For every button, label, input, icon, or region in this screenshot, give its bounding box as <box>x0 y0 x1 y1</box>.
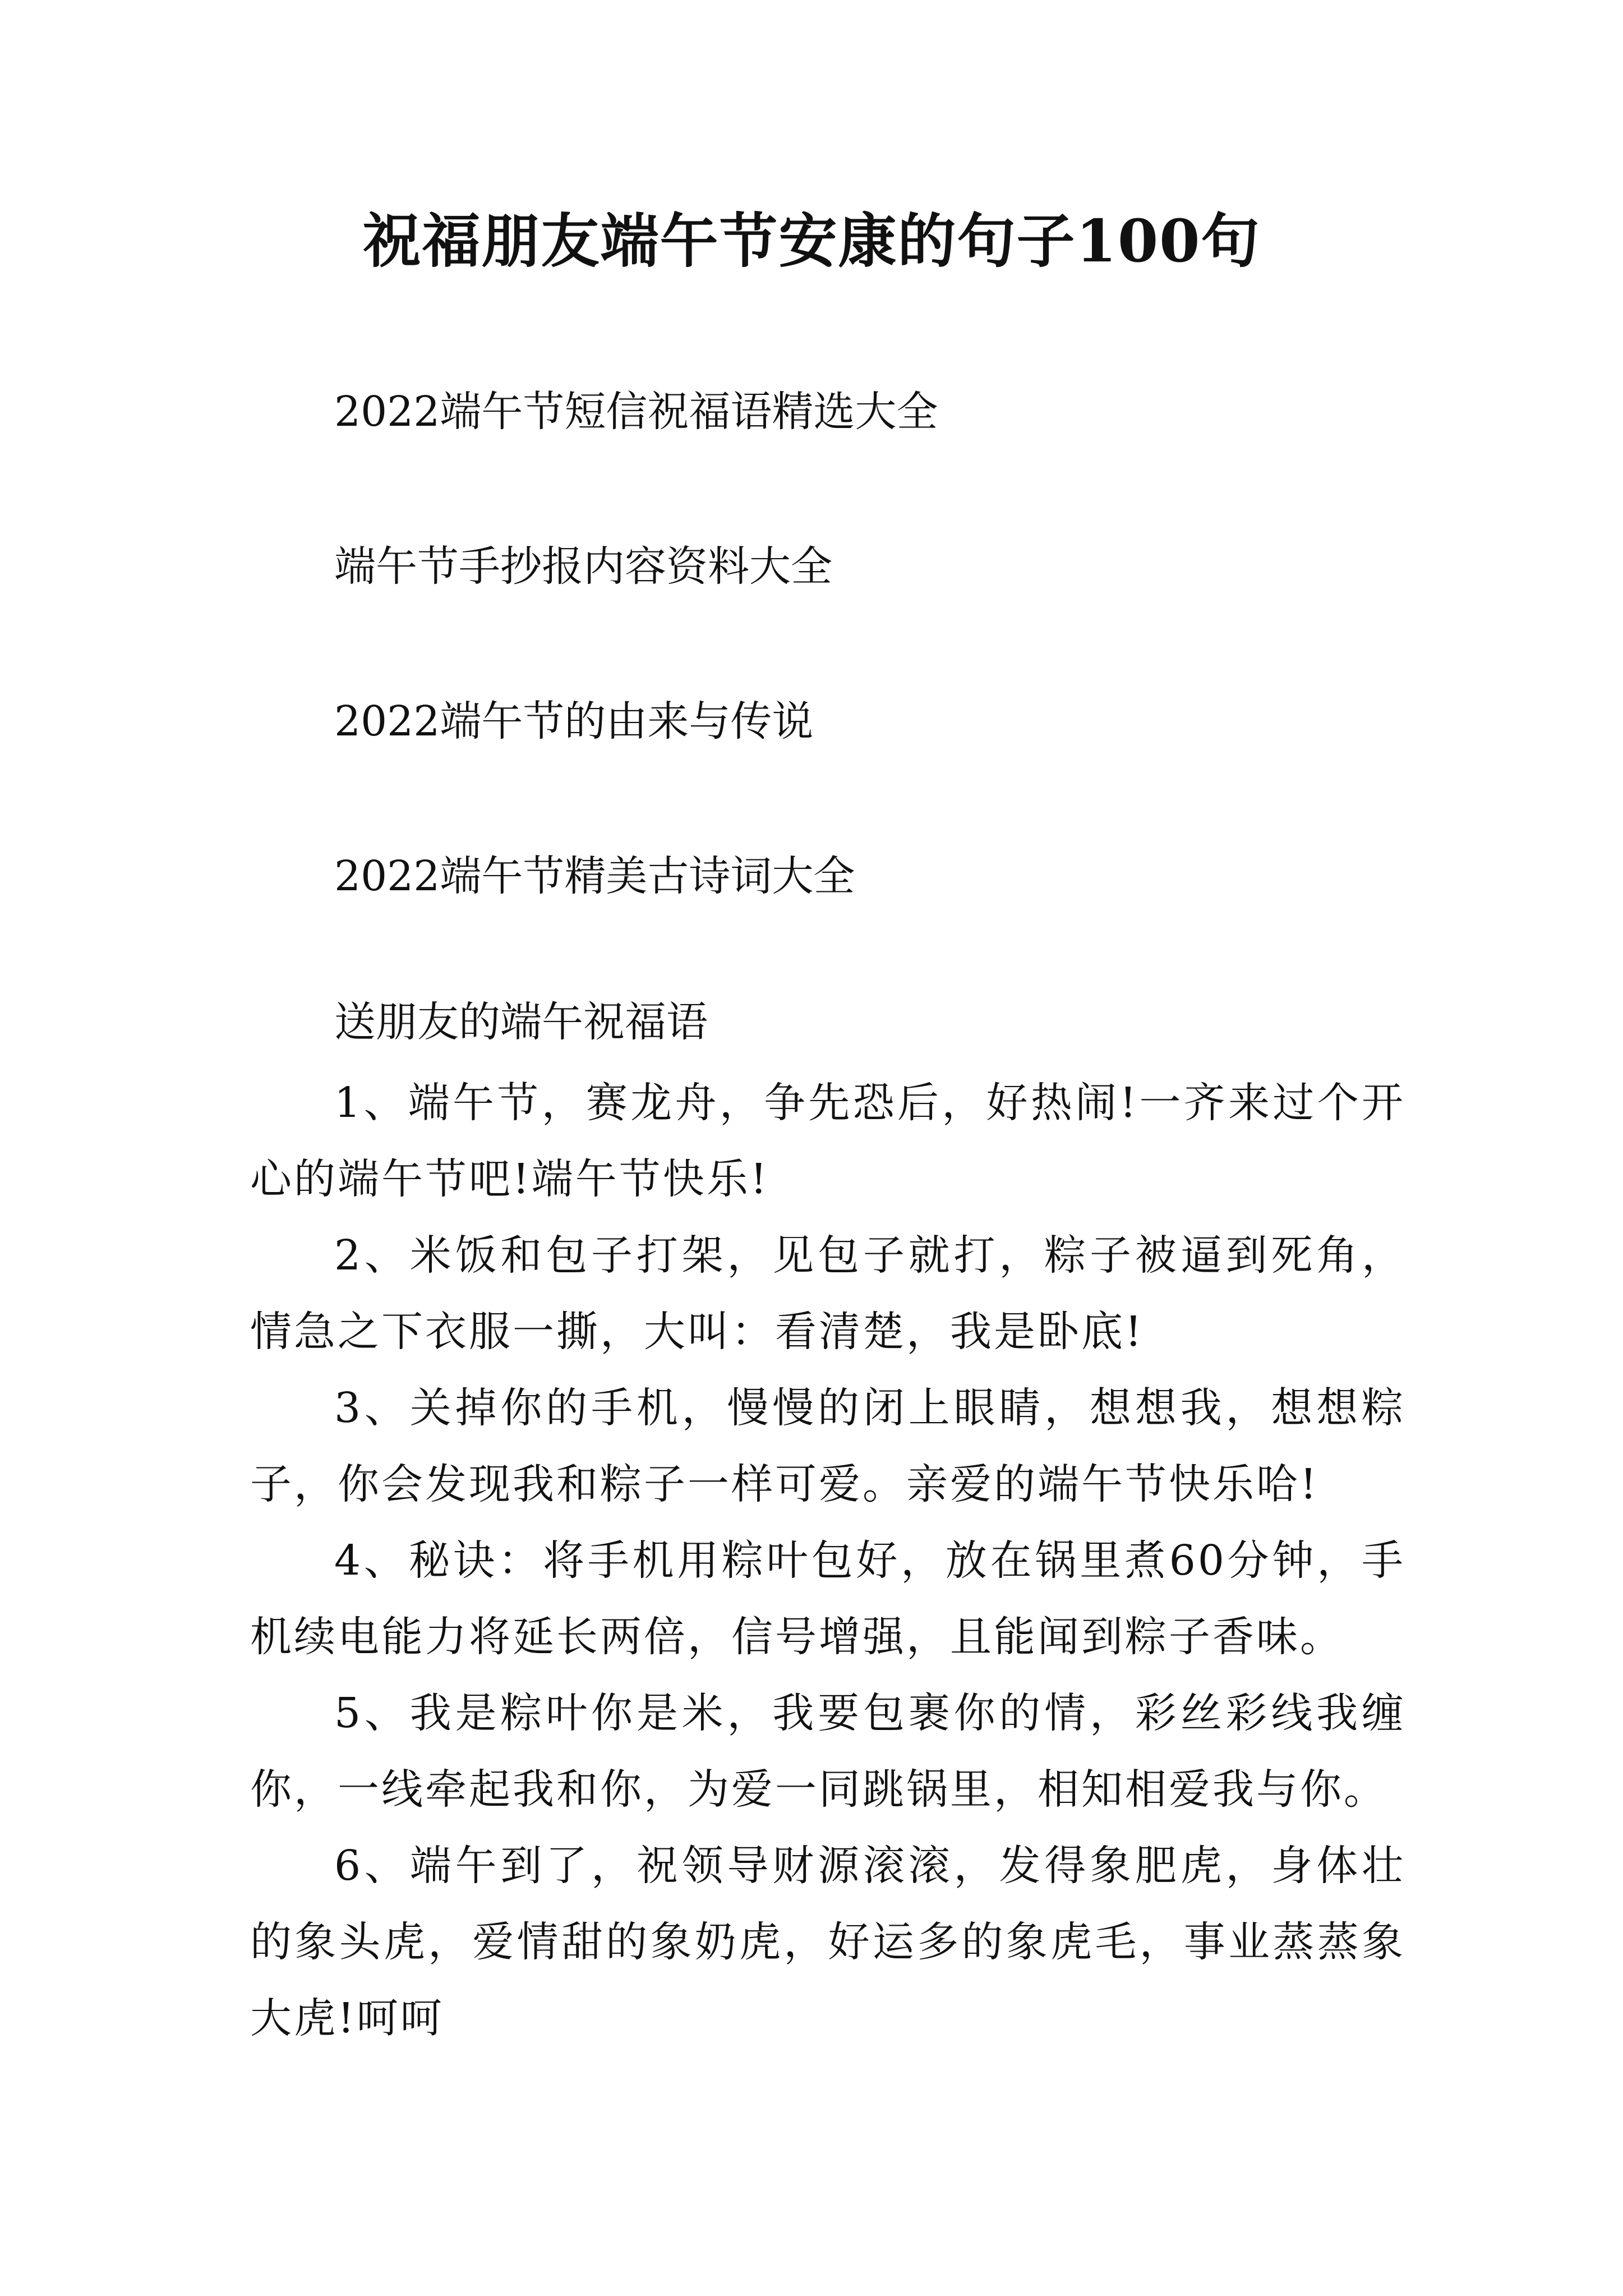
greeting-paragraph: 5、我是粽叶你是米，我要包裹你的情，彩丝彩线我缠你，一线牵起我和你，为爱一同跳锅里，相知相爱我与你。 <box>250 1689 1405 1814</box>
greeting-paragraph: 6、端午到了，祝领导财源滚滚，发得象肥虎，身体壮的象头虎，爱情甜的象奶虎，好运多的象虎毛，事业蒸蒸象大虎!呵呵 <box>250 1842 1405 2042</box>
greeting-paragraph: 4、秘诀：将手机用粽叶包好，放在锅里煮60分钟，手机续电能力将延长两倍，信号增强，且能闻到粽子香味。 <box>250 1536 1405 1661</box>
greeting-paragraph: 1、端午节，赛龙舟，争先恐后，好热闹!一齐来过个开心的端午节吧!端午节快乐! <box>250 1079 1405 1203</box>
related-link-ancient-poems[interactable]: 2022端午节精美古诗词大全 <box>334 852 855 900</box>
section-heading: 送朋友的端午祝福语 <box>334 998 708 1046</box>
page-title: 祝福朋友端午节安康的句子100句 <box>362 206 1261 275</box>
related-link-handwritten-newspaper[interactable]: 端午节手抄报内容资料大全 <box>334 542 832 591</box>
greeting-paragraph: 3、关掉你的手机，慢慢的闭上眼睛，想想我，想想粽子，你会发现我和粽子一样可爱。亲爱的端午节快乐哈! <box>250 1384 1405 1508</box>
related-link-sms-greetings[interactable]: 2022端午节短信祝福语精选大全 <box>334 388 938 436</box>
greetings-list <box>250 1065 1405 2056</box>
related-link-origin-legend[interactable]: 2022端午节的由来与传说 <box>334 697 814 746</box>
greeting-paragraph: 2、米饭和包子打架，见包子就打，粽子被逼到死角，情急之下衣服一撕，大叫：看清楚，我是卧底! <box>250 1231 1405 1356</box>
